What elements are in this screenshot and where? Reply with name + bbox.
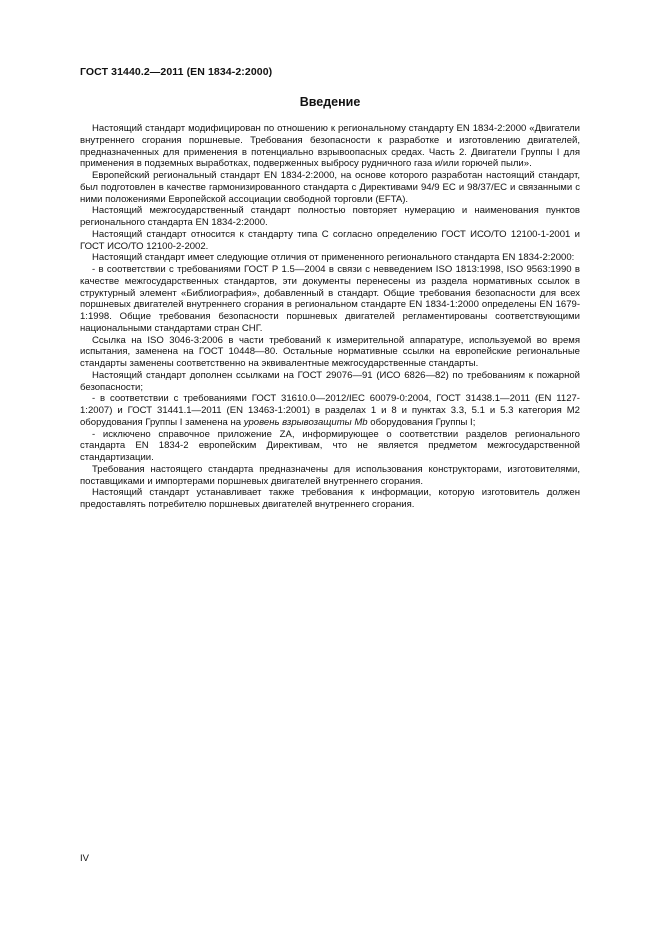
paragraph: - в соответствии с требованиями ГОСТ 31610.0—2012/IEC 60079-0:2004, ГОСТ 31438.1—2011 (EN 1127-1:2007) и ГОСТ 31441.1—2011 (EN 13463-1:2001) в разделах 1 и 8 и пунктах 3.3, 5.1 и 5.3 категория M2 оборудования Группы I заменена на уровень взрывозащиты Mb оборудования Группы I; xyxy=(80,393,580,428)
italic-term: уровень взрывозащиты Mb xyxy=(243,416,368,428)
running-header: ГОСТ 31440.2—2011 (EN 1834-2:2000) xyxy=(80,66,273,78)
paragraph: Настоящий стандарт устанавливает также требования к информации, которую изготовитель должен предоставлять потребителю поршневых двигателей внутреннего сгорания. xyxy=(80,487,580,510)
paragraph: Ссылка на ISO 3046-3:2006 в части требований к измерительной аппаратуре, используемой во время испытания, заменена на ГОСТ 10448—80. Остальные нормативные ссылки на европейские региональные стандарты заменены соответственно на эквивалентные межгосударственные стандарты. xyxy=(80,334,580,369)
paragraph: Европейский региональный стандарт EN 1834-2:2000, на основе которого разработан настоящий стандарт, был подготовлен в качестве гармонизированного стандарта с Директивами 94/9 EC и 98/37/EC и связанными с ними положениями Европейской ассоциации свободной торговли (EFTA). xyxy=(80,170,580,205)
body-text xyxy=(80,123,580,511)
paragraph: - исключено справочное приложение ZA, информирующее о соответствии разделов регионального стандарта EN 1834-2 европейским Директивам, что не является предметом межгосударственной стандартизации. xyxy=(80,428,580,463)
paragraph: Настоящий стандарт имеет следующие отличия от примененного регионального стандарта EN 1834-2:2000: xyxy=(92,252,575,264)
page-number: IV xyxy=(80,853,89,864)
paragraph: Настоящий стандарт относится к стандарту типа С согласно определению ГОСТ ИСО/ТО 12100-1-2001 и ГОСТ ИСО/ТО 12100-2-2002. xyxy=(80,228,580,252)
paragraph: Настоящий межгосударственный стандарт полностью повторяет нумерацию и наименования пунктов регионального стандарта EN 1834-2:2000. xyxy=(80,205,580,228)
paragraph: Требования настоящего стандарта предназначены для использования конструкторами, изготовителями, поставщиками и импортерами поршневых двигателей внутреннего сгорания. xyxy=(80,463,580,487)
section-title: Введение xyxy=(299,95,361,109)
paragraph: - в соответствии с требованиями ГОСТ Р 1.5—2004 в связи с невведением ISO 1813:1998, ISO 9563:1990 в качестве межгосударственных стандартов, эти документы перенесены из раздела нормативных ссылок в структурный элемент «Библиография», добавленный в стандарт. Общие требования безопасности для всех поршневых двигателей внутреннего сгорания в региональном стандарте EN 1834-1:2000 определены EN 1679-1:1998. Общие требования безопасности поршневых двигателей регламентированы соответствующими национальными стандартами стран СНГ. xyxy=(80,264,580,334)
paragraph: Настоящий стандарт дополнен ссылками на ГОСТ 29076—91 (ИСО 6826—82) по требованиям к пожарной безопасности; xyxy=(80,369,580,393)
paragraph: Настоящий стандарт модифицирован по отношению к региональному стандарту EN 1834-2:2000 «Двигатели внутреннего сгорания поршневые. Требования безопасности к разработке и изготовлению двигателей, предназначенных для применения в потенциально взрывоопасных средах. Часть 2. Двигатели Группы I для применения в подземных выработках, подверженных выбросу рудничного газа и/или горючей пыли». xyxy=(80,123,580,170)
